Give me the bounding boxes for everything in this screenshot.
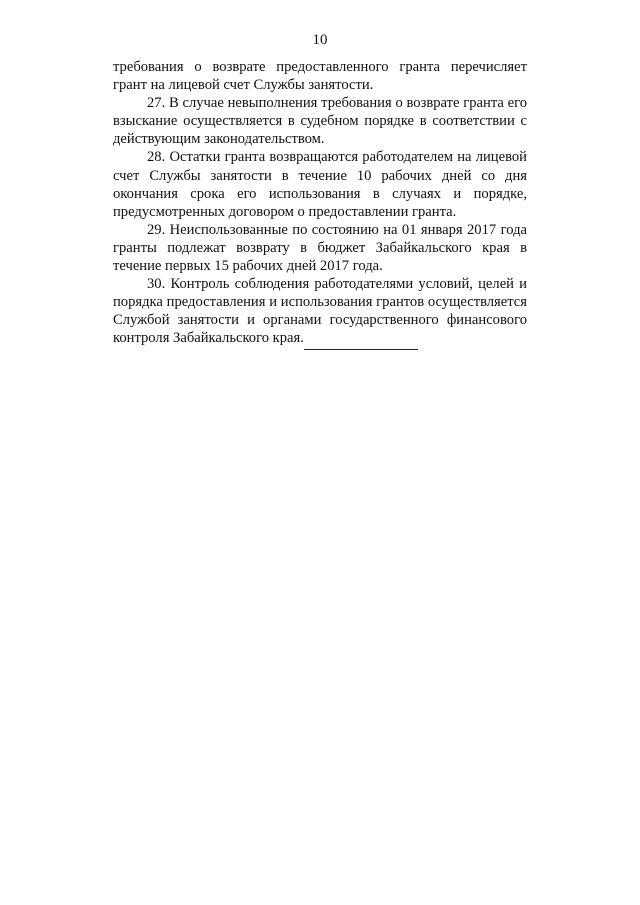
paragraph-continuation: требования о возврате предоставленного гранта перечисляет грант на лицевой счет Службы занятости.: [113, 59, 527, 94]
paragraph-28: 28. Остатки гранта возвращаются работодателем на лицевой счет Службы занятости в течение 10 рабочих дней со дня окончания срока его использования в случаях и порядке, предусмотренных договором о предоставлении гранта.: [113, 149, 527, 220]
paragraph-29: 29. Неиспользованные по состоянию на 01 января 2017 года гранты подлежат возврату в бюджет Забайкальского края в течение первых 15 рабочих дней 2017 года.: [113, 221, 527, 275]
paragraph-30: 30. Контроль соблюдения работодателями условий, целей и порядка предоставления и использования грантов осуществляется Службой занятости и органами государственного финансового контроля Забайкальского края.: [113, 276, 527, 347]
document-body: [113, 58, 527, 348]
end-of-document-rule: [304, 349, 418, 350]
paragraph-27: 27. В случае невыполнения требования о возврате гранта его взыскание осуществляется в судебном порядке в соответствии с действующим законодательством.: [113, 95, 527, 148]
page-number: 10: [312, 32, 328, 48]
